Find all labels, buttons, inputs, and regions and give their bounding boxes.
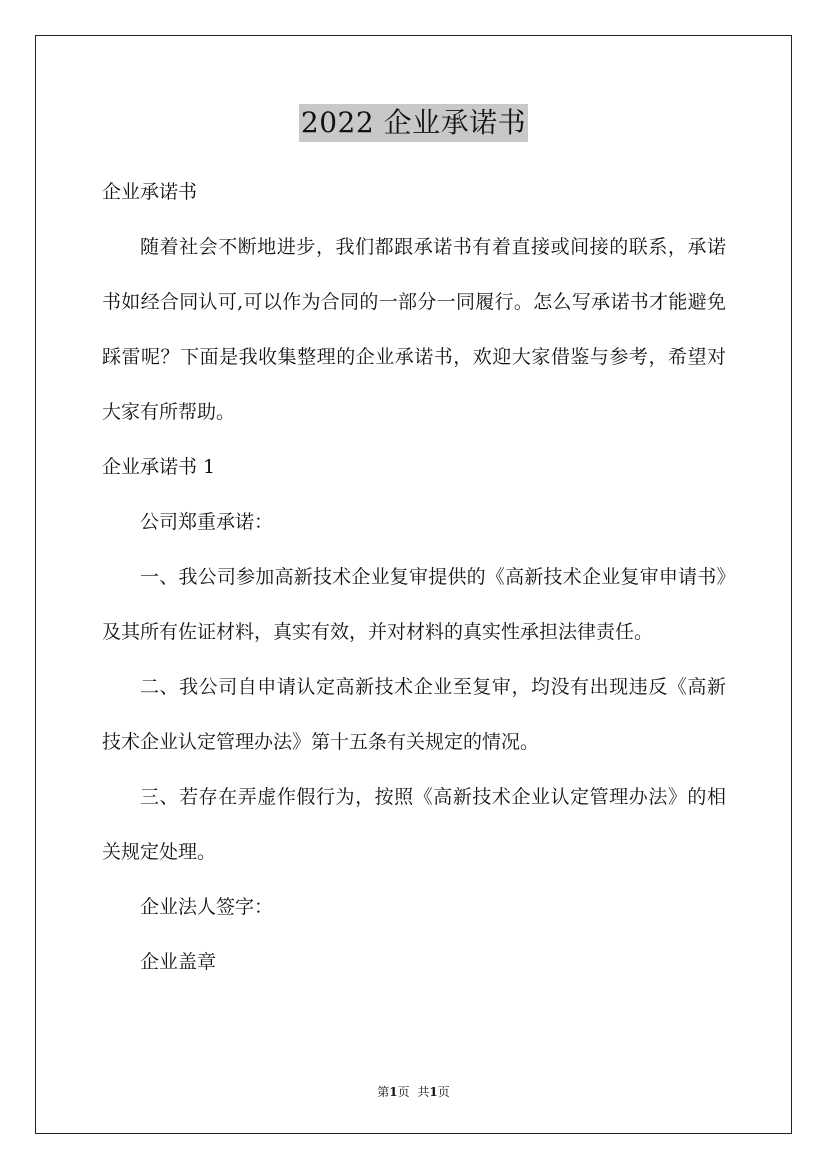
section-heading: 企业承诺书 1	[102, 456, 216, 478]
page-prefix: 第	[377, 1085, 390, 1099]
commitment-item: 三、若存在弄虚作假行为，按照《高新技术企业认定管理办法》的相关规定处理。	[102, 786, 726, 863]
intro-paragraph: 随着社会不断地进步，我们都跟承诺书有着直接或间接的联系，承诺书如经合同认可,可以作为合同的一部分一同履行。怎么写承诺书才能避免踩雷呢？下面是我收集整理的企业承诺书，欢迎大家借鉴与参考，希望对大家有所帮助。	[102, 236, 726, 423]
total-prefix: 共	[417, 1085, 430, 1099]
commitment-item: 二、我公司自申请认定高新技术企业至复审，均没有出现违反《高新技术企业认定管理办法》第十五条有关规定的情况。	[102, 676, 726, 753]
section-heading: 企业承诺书	[102, 181, 198, 203]
page-footer	[0, 1084, 827, 1100]
document-body	[102, 165, 726, 990]
title-container	[0, 104, 827, 142]
commitment-lead: 公司郑重承诺：	[140, 511, 274, 533]
signature-line: 企业法人签字：	[140, 896, 274, 918]
document-title: 2022 企业承诺书	[299, 104, 528, 142]
seal-line: 企业盖章	[140, 951, 217, 973]
total-pages: 1	[429, 1085, 438, 1099]
page-suffix: 页	[397, 1085, 410, 1099]
commitment-item: 一、我公司参加高新技术企业复审提供的《高新技术企业复审申请书》及其所有佐证材料，真实有效，并对材料的真实性承担法律责任。	[102, 566, 726, 643]
page-number: 1	[389, 1085, 398, 1099]
total-suffix: 页	[437, 1085, 450, 1099]
